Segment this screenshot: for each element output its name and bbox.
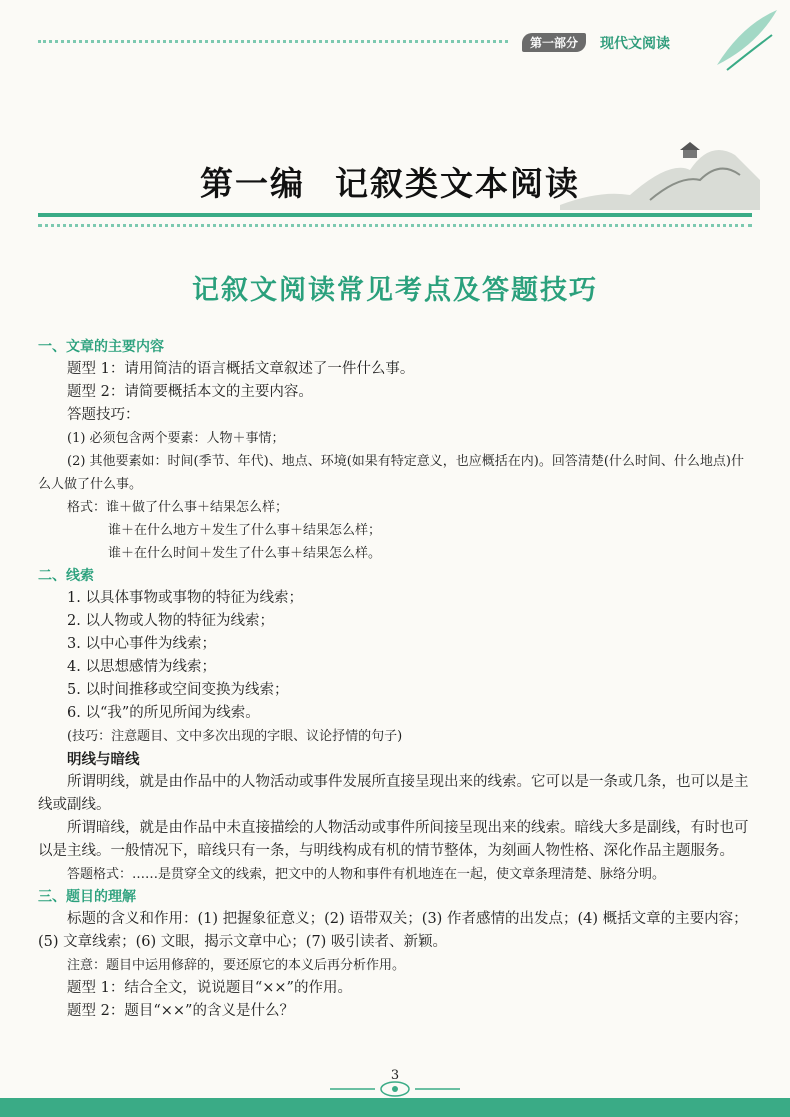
question-type: 题型 2：题目“××”的含义是什么？ [67,1003,294,1019]
note-line: 注意：题目中运用修辞的，要还原它的本义后再分析作用。 [67,958,406,973]
list-item: 5. 以时间推移或空间变换为线索； [67,682,289,698]
list-item: 1. 以具体事物或事物的特征为线索； [67,590,303,606]
leaf-decoration-icon [712,5,782,75]
chapter-name: 记叙类文本阅读 [335,164,580,203]
section-heading: 一、文章的主要内容 [38,339,164,355]
tip-item: (1) 必须包含两个要素：人物＋事情； [67,431,285,446]
format-line: 答题格式：……是贯穿全文的线索，把文中的人物和事件有机地连在一起，使文章条理清楚、脉络分明。 [67,867,666,882]
list-item: 3. 以中心事件为线索； [67,636,216,652]
chapter-dotted-rule [38,224,752,227]
header-dotted-line [38,40,508,43]
chapter-number: 第一编 [200,164,305,203]
list-item: 4. 以思想感情为线索； [67,659,216,675]
mountain-illustration-icon [560,120,760,210]
tip-note: (技巧：注意题目、文中多次出现的字眼、议论抒情的句子) [67,729,403,744]
format-line: 谁＋在什么地方＋发生了什么事＋结果怎么样； [108,523,382,538]
chapter-title [200,158,580,205]
question-type: 题型 1：请用简洁的语言概括文章叙述了一件什么事。 [67,361,415,377]
question-type: 题型 1：结合全文，说说题目“××”的作用。 [67,980,352,996]
tip-label: 答题技巧： [67,407,140,423]
list-item: 2. 以人物或人物的特征为线索； [67,613,274,629]
sub-heading: 明线与暗线 [67,751,140,768]
section-title: 现代文阅读 [600,36,670,52]
paragraph: 标题的含义和作用：(1) 把握象征意义；(2) 语带双关；(3) 作者感情的出发点；(4) 概括文章的主要内容；(5) 文章线索；(6) 文眼，揭示文章中心；(7) 吸引读者、新颖。 [38,911,748,950]
section-heading: 二、线索 [38,568,94,584]
page-header [0,0,790,70]
tip-item: (2) 其他要素如：时间(季节、年代)、地点、环境(如果有特定意义，也应概括在内)。回答清楚(什么时间、什么地点)什么人做了什么事。 [38,454,744,492]
footer-ornament-icon [330,1080,460,1098]
footer-bar [0,1098,790,1117]
part-tag: 第一部分 [522,33,586,52]
main-content [38,336,752,1023]
chapter-rule [38,213,752,217]
question-type: 题型 2：请简要概括本文的主要内容。 [67,384,313,400]
page-subtitle: 记叙文阅读常见考点及答题技巧 [192,275,598,306]
paragraph: 所谓暗线，就是由作品中未直接描绘的人物活动或事件所间接呈现出来的线索。暗线大多是副线，有时也可以是主线。一般情况下，暗线只有一条，与明线构成有机的情节整体，为刻画人物性格、深化作品主题服务。 [38,820,749,859]
format-line: 谁＋在什么时间＋发生了什么事＋结果怎么样。 [108,546,382,561]
section-heading: 三、题目的理解 [38,889,136,905]
page-number: 3 [390,1068,400,1083]
list-item: 6. 以“我”的所见所闻为线索。 [67,705,260,721]
paragraph: 所谓明线，就是由作品中的人物活动或事件发展所直接呈现出来的线索。它可以是一条或几条，也可以是主线或副线。 [38,774,749,813]
format-line: 格式：谁＋做了什么事＋结果怎么样； [67,500,289,515]
